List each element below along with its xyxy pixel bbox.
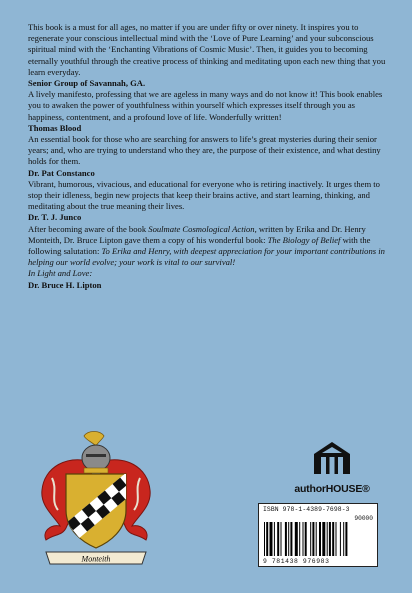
barcode-bar: [305, 522, 307, 556]
barcode-bars-icon: [264, 522, 372, 556]
review-text-1: This book is a must for all ages, no matter if you are under fifty or over ninety. It inspires you to regenerate your conscious intellectual mind with the ‘Love of Pure Learning’ and your subconscious spiritual mind with the ‘Enchanting Vibrations of Cosmic Music’. Then, it guides you to becoming eternally youthful through the creative process of thinking and meditating upon each new thing that you learn everyday.: [28, 22, 386, 77]
barcode-bar: [343, 522, 344, 556]
barcode-bar: [312, 522, 314, 556]
isbn-label: ISBN 978-1-4389-7698-3: [263, 506, 350, 513]
barcode-bar: [299, 522, 300, 556]
barcode-bar: [319, 522, 321, 556]
barcode-bar: [264, 522, 265, 556]
barcode-bar: [310, 522, 311, 556]
lipton-part-3: with the following salutation:: [28, 234, 371, 257]
review-author-3: Dr. Pat Constanco: [28, 167, 95, 178]
review-author-1: Senior Group of Savannah, GA.: [28, 78, 146, 89]
review-text-3: An essential book for those who are searching for answers to life’s great mysteries during their senior years; and, who are trying to understand who they are, the purpose of their existence, and what destiny holds for them.: [28, 134, 381, 167]
review-author-4: Dr. T. J. Junco: [28, 212, 82, 223]
crest-banner-text: Monteith: [81, 554, 111, 564]
barcode-bar: [316, 522, 317, 556]
lipton-author: Dr. Bruce H. Lipton: [28, 279, 102, 290]
barcode-bar: [288, 522, 289, 556]
coat-of-arms-crest-icon: [36, 428, 156, 568]
book-title-soulmate: Soulmate Cosmological Action: [148, 223, 255, 234]
price-code: 90000: [354, 515, 373, 522]
lipton-part-2: , written by Erika and Dr. Henry Monteith, Dr. Bruce Lipton gave them a copy of his wonderful book:: [28, 223, 366, 245]
barcode-bar: [336, 522, 337, 556]
review-author-2: Thomas Blood: [28, 122, 82, 133]
barcode-bar: [270, 522, 273, 556]
barcode-bar: [281, 522, 282, 556]
barcode-number: 9 781438 976983: [263, 558, 330, 565]
barcode-bar: [274, 522, 275, 556]
barcode-bar: [322, 522, 325, 556]
barcode-bar: [327, 522, 328, 556]
barcode-bar: [329, 522, 331, 556]
barcode-bar: [332, 522, 334, 556]
back-cover-text: [28, 22, 388, 291]
lipton-closing: In Light and Love:: [28, 268, 93, 279]
review-text-2: A lively manifesto, professing that we are ageless in many ways and do not know it! This book enables you to awaken the power of youthfulness within yourself which expresses itself through you as happiness, contentment, and a profound love of life. Wonderfully written!: [28, 89, 383, 122]
barcode-bar: [295, 522, 298, 556]
lipton-paragraph: [28, 224, 388, 269]
barcode-bar: [303, 522, 304, 556]
barcode-bar: [277, 522, 279, 556]
book-title-biology: The Biology of Belief: [267, 234, 341, 245]
barcode-bar: [285, 522, 287, 556]
barcode-bar: [290, 522, 292, 556]
barcode-bar: [340, 522, 341, 556]
publisher-logo: [286, 440, 378, 500]
review-text-4: Vibrant, humorous, vivacious, and educational for everyone who is retiring inactively. It urges them to stop their idleness, begin new projects that keep their brains active, and start learning, thinking, and meditating about the true meaning their lives.: [28, 178, 380, 212]
barcode-bar: [345, 522, 347, 556]
isbn-barcode: [258, 503, 378, 567]
barcode-bar: [266, 522, 268, 556]
lipton-part-1: After becoming aware of the book: [28, 223, 149, 234]
authorhouse-house-icon: [312, 440, 352, 476]
lipton-salutation: To Erika and Henry, with deepest appreciation for your important contributions in helping our world evolve; your work is vital to our survival!: [28, 246, 385, 268]
publisher-name: authorHOUSE®: [294, 483, 370, 495]
